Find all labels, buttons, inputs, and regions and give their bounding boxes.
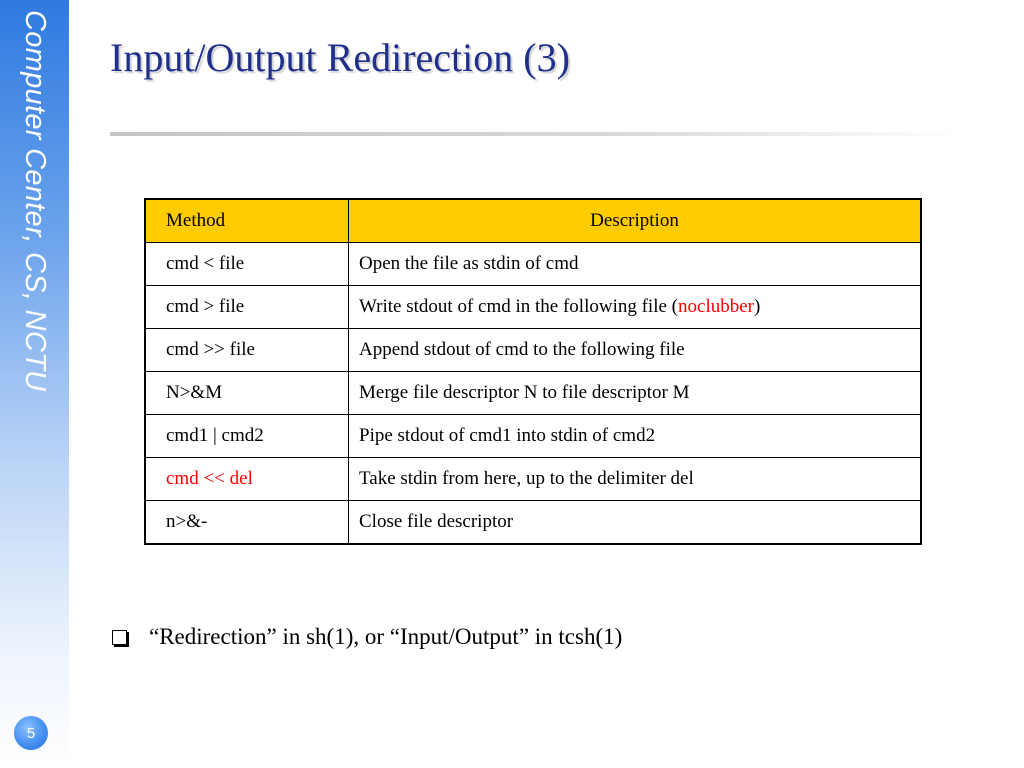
- sidebar-label: Computer Center, CS, NCTU: [19, 10, 51, 392]
- title-divider: [110, 132, 960, 136]
- description-cell: Take stdin from here, up to the delimiter del: [349, 458, 922, 501]
- method-cell: n>&-: [145, 501, 349, 545]
- description-cell: Merge file descriptor N to file descriptor M: [349, 372, 922, 415]
- description-cell: Pipe stdout of cmd1 into stdin of cmd2: [349, 415, 922, 458]
- table-row: [145, 458, 921, 501]
- sidebar: [0, 0, 69, 768]
- bullet-text: “Redirection” in sh(1), or “Input/Output” in tcsh(1): [149, 624, 623, 649]
- header-method: Method: [145, 199, 349, 243]
- method-cell: cmd1 | cmd2: [145, 415, 349, 458]
- redirection-table: [144, 198, 922, 545]
- table-row: [145, 243, 921, 286]
- description-text: Write stdout of cmd in the following file (: [359, 296, 679, 317]
- checkbox-bullet-icon: [112, 630, 127, 645]
- method-cell: cmd >> file: [145, 329, 349, 372]
- bullet-item: [112, 624, 622, 650]
- noclobber-highlight: noclubber: [678, 296, 754, 317]
- description-text: ): [754, 296, 761, 317]
- page-number-badge: 5: [14, 716, 48, 750]
- description-cell: Append stdout of cmd to the following file: [349, 329, 922, 372]
- method-cell: cmd > file: [145, 286, 349, 329]
- table-row: [145, 329, 921, 372]
- slide-title: Input/Output Redirection (3): [110, 35, 570, 80]
- table-header-row: [145, 199, 921, 243]
- description-cell: Open the file as stdin of cmd: [349, 243, 922, 286]
- table-row: [145, 372, 921, 415]
- method-cell: cmd < file: [145, 243, 349, 286]
- method-cell-highlighted: cmd << del: [145, 458, 349, 501]
- table-row: [145, 415, 921, 458]
- table-row: [145, 286, 921, 329]
- table-row: [145, 501, 921, 545]
- description-cell: [349, 286, 922, 329]
- header-description: Description: [349, 199, 922, 243]
- description-cell: Close file descriptor: [349, 501, 922, 545]
- method-cell: N>&M: [145, 372, 349, 415]
